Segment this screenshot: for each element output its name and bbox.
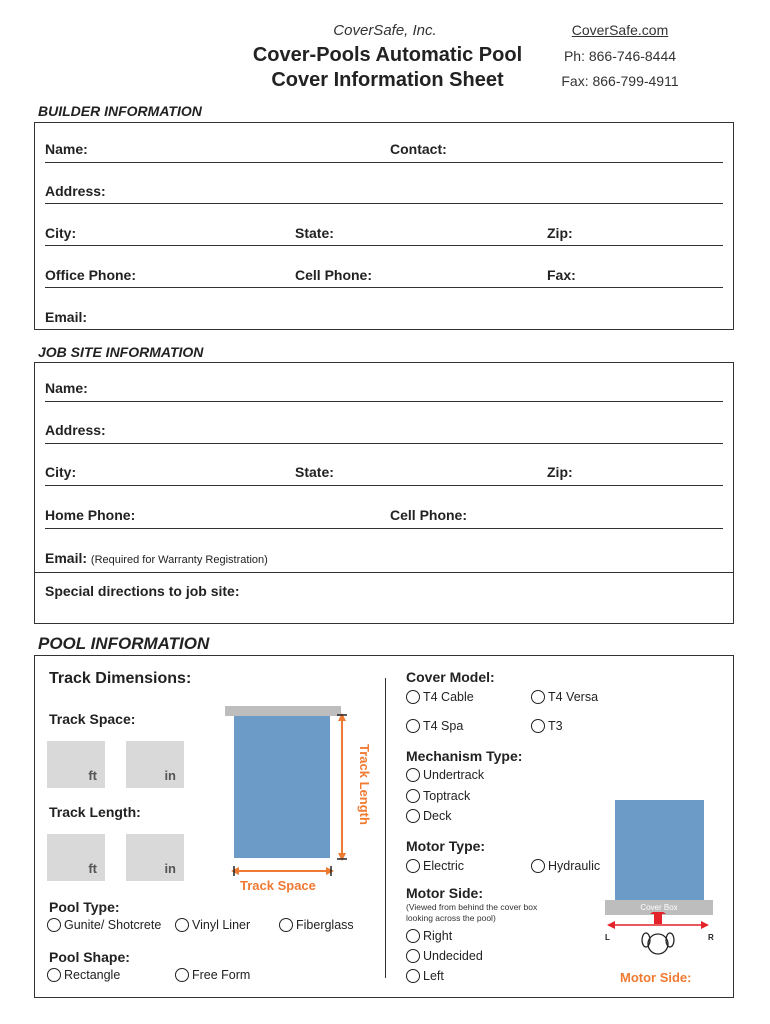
track-length-diagram-label: Track Length [357,744,372,825]
radio-label: Fiberglass [296,918,354,932]
track-length-in-input[interactable] [126,834,184,881]
builder-name-field[interactable] [45,161,723,163]
motor-side-left-radio[interactable] [406,969,444,983]
builder-info-box [34,122,734,330]
jobsite-home-phone-label: Home Phone: [45,507,136,523]
radio-circle [406,719,420,733]
radio-label: T3 [548,719,563,733]
radio-label: T4 Spa [423,719,464,733]
track-length-ft-input[interactable] [47,834,105,881]
motor-side-arrows-icon [605,912,715,972]
cover-model-t3-radio[interactable] [531,719,563,733]
radio-circle [406,859,420,873]
jobsite-address-field[interactable] [45,442,723,444]
track-dimensions-label: Track Dimensions: [49,670,192,687]
pool-type-vinyl-radio[interactable] [175,918,250,932]
builder-address-field[interactable] [45,202,723,204]
motor-side-pool-diagram [615,800,704,900]
motor-side-label: Motor Side: [406,885,483,901]
radio-label: Left [423,969,444,983]
jobsite-city-field[interactable] [45,484,723,486]
pool-shape-freeform-radio[interactable] [175,968,250,982]
radio-circle [175,968,189,982]
jobsite-address-label: Address: [45,422,106,438]
cover-model-label: Cover Model: [406,669,495,685]
radio-label: Undecided [423,949,483,963]
track-space-in-input[interactable] [126,741,184,788]
jobsite-name-field[interactable] [45,400,723,402]
ft-unit: ft [88,768,97,783]
jobsite-section-title: JOB SITE INFORMATION [38,344,204,360]
pool-type-label: Pool Type: [49,899,120,915]
radio-label: Rectangle [64,968,121,982]
mechanism-undertrack-radio[interactable] [406,768,484,782]
jobsite-cell-phone-label: Cell Phone: [390,507,468,523]
mechanism-toptrack-radio[interactable] [406,789,470,803]
radio-label: Gunite/ Shotcrete [64,918,162,932]
motor-side-undecided-radio[interactable] [406,949,483,963]
radio-circle [406,809,420,823]
track-space-diagram-label: Track Space [240,878,316,893]
jobsite-phone-field[interactable] [45,527,723,529]
fax-number: Fax: 866-799-4911 [561,73,679,89]
radio-circle [406,789,420,803]
motor-type-label: Motor Type: [406,838,486,854]
builder-city-label: City: [45,225,77,241]
right-letter: R [708,933,714,942]
builder-fax-label: Fax: [547,267,576,283]
track-space-label: Track Space: [49,711,136,727]
motor-side-caption: Motor Side: [620,970,692,985]
builder-office-phone-label: Office Phone: [45,267,137,283]
radio-circle [531,719,545,733]
pool-shape-rectangle-radio[interactable] [47,968,120,982]
radio-label: Hydraulic [548,859,601,873]
motor-side-right-radio[interactable] [406,929,452,943]
cover-box-diagram: Cover Box [605,900,713,915]
radio-circle [406,690,420,704]
radio-label: Free Form [192,968,251,982]
radio-circle [531,859,545,873]
jobsite-email-text: Email: [45,550,88,566]
motor-side-note-line2: looking across the pool) [406,913,496,923]
builder-state-label: State: [295,225,334,241]
builder-city-field[interactable] [45,244,723,246]
jobsite-city-label: City: [45,464,77,480]
column-divider [385,678,386,978]
motor-type-hydraulic-radio[interactable] [531,859,600,873]
radio-circle [406,768,420,782]
website-link[interactable]: CoverSafe.com [571,22,669,38]
page-title-line2: Cover Information Sheet [271,69,504,91]
radio-label: Deck [423,809,452,823]
jobsite-zip-label: Zip: [547,464,573,480]
radio-label: Electric [423,859,464,873]
cover-model-t4-versa-radio[interactable] [531,690,598,704]
pool-type-fiberglass-radio[interactable] [279,918,354,932]
radio-circle [279,918,293,932]
jobsite-info-box [34,362,734,624]
jobsite-state-label: State: [295,464,334,480]
in-unit: in [164,768,176,783]
mechanism-type-label: Mechanism Type: [406,748,523,764]
radio-label: Undertrack [423,768,485,782]
builder-phone-field[interactable] [45,286,723,288]
radio-circle [175,918,189,932]
radio-label: Vinyl Liner [192,918,251,932]
radio-label: T4 Cable [423,690,474,704]
cover-model-t4-cable-radio[interactable] [406,690,474,704]
pool-info-box [34,655,734,998]
builder-cell-phone-label: Cell Phone: [295,267,373,283]
radio-circle [406,969,420,983]
radio-label: T4 Versa [548,690,599,704]
pool-type-gunite-radio[interactable] [47,918,161,932]
jobsite-email-note: (Required for Warranty Registration) [90,554,268,566]
builder-section-title: BUILDER INFORMATION [38,103,202,119]
builder-email-label: Email: [45,309,88,325]
builder-contact-label: Contact: [390,141,447,157]
ft-unit: ft [88,861,97,876]
track-space-ft-input[interactable] [47,741,105,788]
motor-type-electric-radio[interactable] [406,859,464,873]
radio-circle [406,949,420,963]
jobsite-email-label [45,550,268,566]
jobsite-directions-label: Special directions to job site: [45,583,240,599]
motor-side-note-line1: (Viewed from behind the cover box [406,902,538,912]
builder-name-label: Name: [45,141,88,157]
cover-model-t4-spa-radio[interactable] [406,719,463,733]
pool-shape-label: Pool Shape: [49,949,130,965]
jobsite-name-label: Name: [45,380,88,396]
in-unit: in [164,861,176,876]
page-title-line1: Cover-Pools Automatic Pool [252,44,523,66]
radio-circle [406,929,420,943]
phone-number: Ph: 866-746-8444 [563,48,677,64]
pool-section-title: POOL INFORMATION [38,634,210,653]
jobsite-divider [35,572,733,573]
radio-label: Right [423,929,453,943]
radio-circle [47,968,61,982]
builder-address-label: Address: [45,183,106,199]
left-letter: L [605,933,610,942]
builder-zip-label: Zip: [547,225,573,241]
radio-circle [47,918,61,932]
radio-label: Toptrack [423,789,471,803]
mechanism-deck-radio[interactable] [406,809,451,823]
company-name: CoverSafe, Inc. [333,22,437,39]
track-length-label: Track Length: [49,804,141,820]
radio-circle [531,690,545,704]
